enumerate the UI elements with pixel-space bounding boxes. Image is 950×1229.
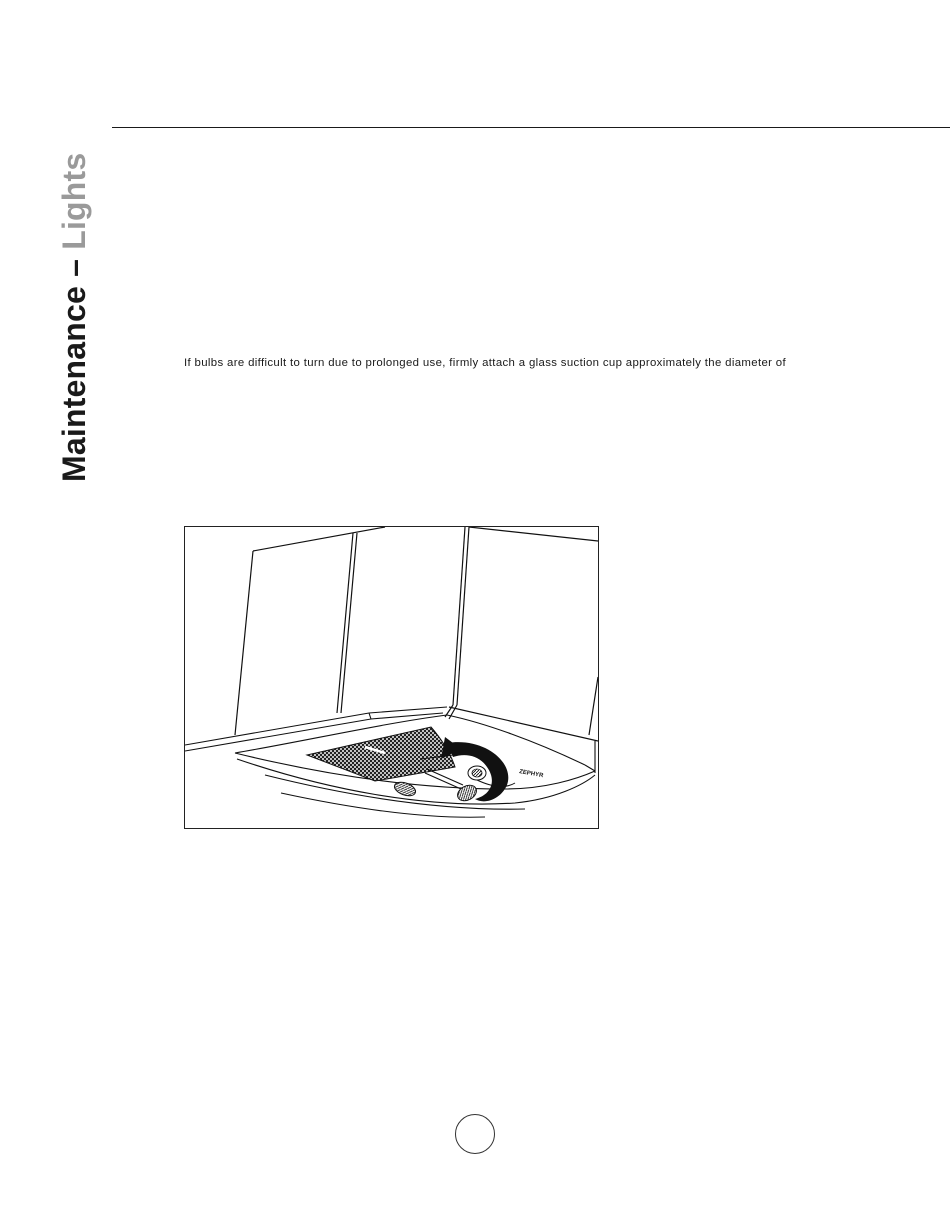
hood-drawing xyxy=(185,527,598,828)
section-title-accent: Lights xyxy=(56,152,92,250)
header-rule xyxy=(112,127,950,128)
page-number-badge xyxy=(455,1114,495,1154)
range-hood-illustration xyxy=(184,526,599,829)
section-title-separator: – xyxy=(56,249,92,286)
hood-brand-label: ZEPHYR xyxy=(518,769,544,780)
section-title-main: Maintenance xyxy=(56,285,92,482)
section-title xyxy=(56,153,92,482)
instruction-paragraph: If bulbs are difficult to turn due to prolonged use, firmly attach a glass suction cup approximately the diameter of xyxy=(184,357,786,369)
